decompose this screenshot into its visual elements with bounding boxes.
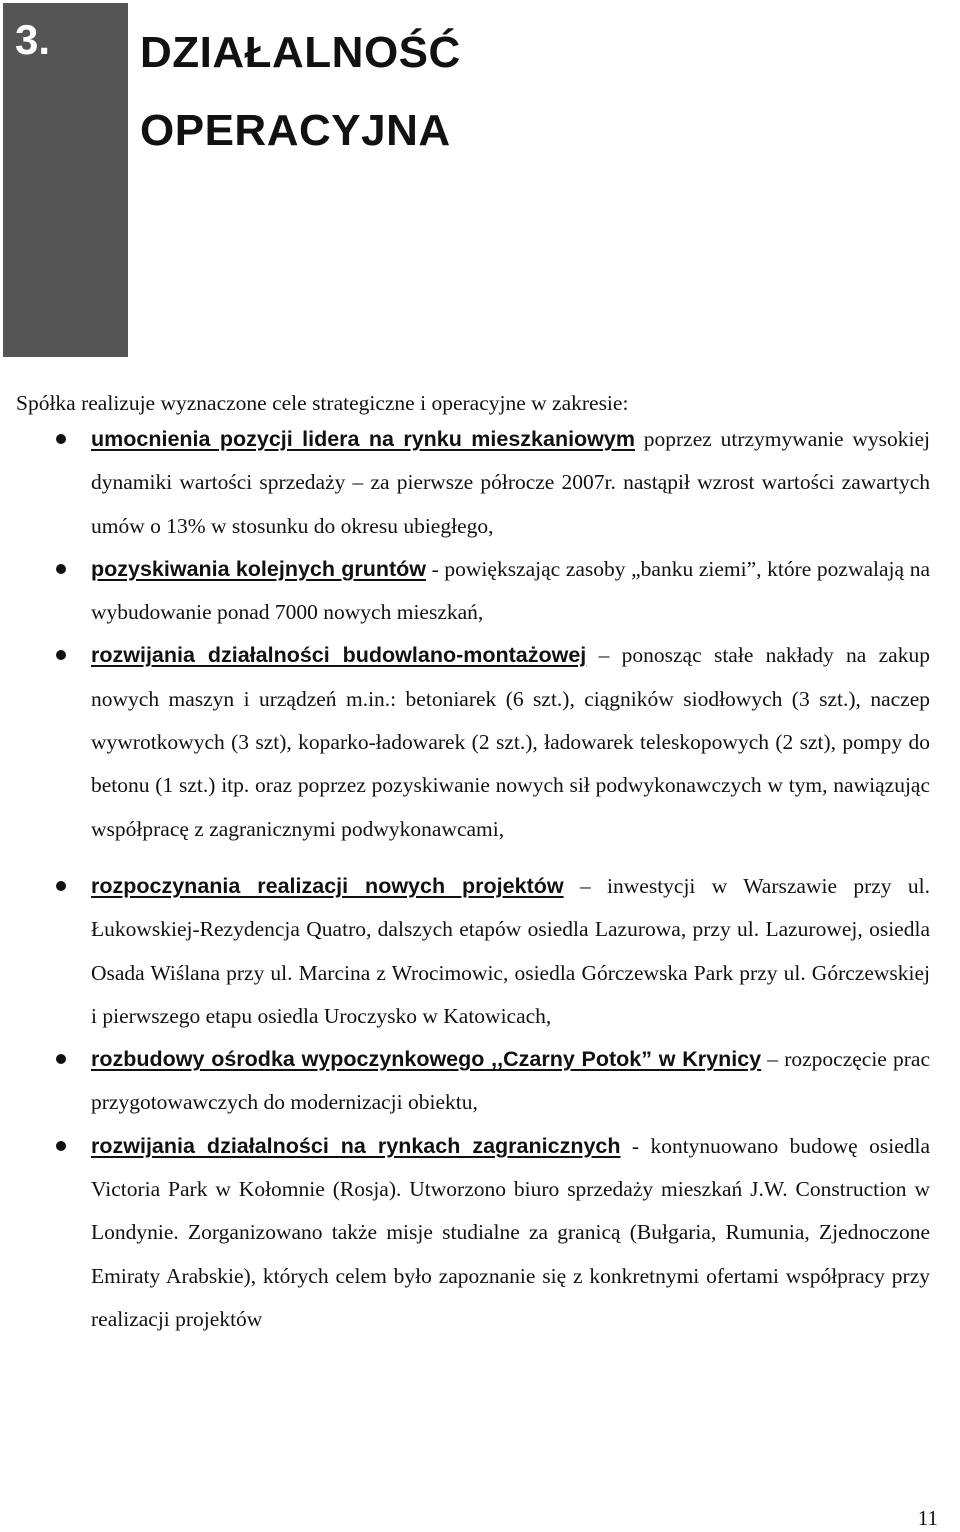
chapter-number: 3. (15, 16, 51, 63)
list-item-lead: rozwijania działalności na rynkach zagranicznych (91, 1133, 621, 1158)
bullet-dot-icon (56, 650, 66, 660)
list-item-text: - powiększając zasoby „banku ziemi”, które pozwalają na wybudowanie ponad 7000 nowych mieszkań, (91, 556, 930, 625)
bullet-dot-icon (56, 1054, 66, 1064)
list-item-lead: rozpoczynania realizacji nowych projektów (91, 873, 564, 898)
chapter-number-box (3, 3, 128, 357)
list-item (91, 1038, 930, 1125)
list-item (91, 634, 930, 850)
list-item (91, 548, 930, 635)
bullet-dot-icon (56, 1141, 66, 1151)
list-item-lead: rozbudowy ośrodka wypoczynkowego ,,Czarny Potok” w Krynicy (91, 1047, 762, 1072)
list-item-lead: rozwijania działalności budowlano-montażowej (91, 643, 587, 668)
list-item-lead: umocnienia pozycji lidera na rynku mieszkaniowym (91, 427, 635, 451)
chapter-title-line2: OPERACYJNA (140, 106, 451, 155)
bullet-dot-icon (56, 881, 66, 891)
intro-paragraph: Spółka realizuje wyznaczone cele strategiczne i operacyjne w zakresie: (16, 391, 629, 415)
bullet-dot-icon (56, 564, 66, 574)
list-item-text: – rozpoczęcie prac przygotowawczych do modernizacji obiektu, (91, 1047, 930, 1115)
list-item-text: - kontynuowano budowę osiedla Victoria Park w Kołomnie (Rosja). Utworzono biuro sprzedaży mieszkań J.W. Construction w Londynie. Zorganizowano także misje studialne za granicą (Bułgaria, Rumunia, Zjednoczone Emiraty Arabskie), których celem było zapoznanie się z konkretnymi ofertami współpracy przy realizacji projektów (91, 1133, 930, 1331)
list-item (91, 865, 930, 1038)
list-item-text: poprzez utrzymywanie wysokiej dynamiki wartości sprzedaży – za pierwsze półrocze 2007r. nastąpił wzrost wartości zawartych umów o 13% w stosunku do okresu ubiegłego, (91, 427, 931, 538)
page-number: 11 (917, 1506, 938, 1530)
bullet-dot-icon (56, 434, 66, 444)
chapter-title-line1: DZIAŁALNOŚĆ (140, 28, 461, 77)
list-item (91, 1125, 930, 1341)
objectives-list (0, 418, 960, 1341)
list-item (91, 418, 930, 548)
chapter-title (140, 14, 940, 170)
list-item-text: – ponosząc stałe nakłady na zakup nowych maszyn i urządzeń m.in.: betoniarek (6 szt.), ciągników siodłowych (3 szt.), naczep wywrotkowych (3 szt), koparko-ładowarek (2 szt.), ładowarek teleskopowych (2 szt), pompy do betonu (1 szt.) itp. oraz poprzez pozyskiwanie nowych sił podwykonawczych w tym, nawiązując współpracę z zagranicznymi podwykonawcami, (91, 643, 930, 841)
list-item-text: – inwestycji w Warszawie przy ul. Łukowskiej-Rezydencja Quatro, dalszych etapów osiedla Lazurowa, przy ul. Lazurowej, osiedla Osada Wiślana przy ul. Marcina z Wrocimowic, osiedla Górczewska Park przy ul. Górczewskiej i pierwszego etapu osiedla Uroczysko w Katowicach, (91, 873, 930, 1028)
list-item-lead: pozyskiwania kolejnych gruntów (91, 556, 426, 581)
